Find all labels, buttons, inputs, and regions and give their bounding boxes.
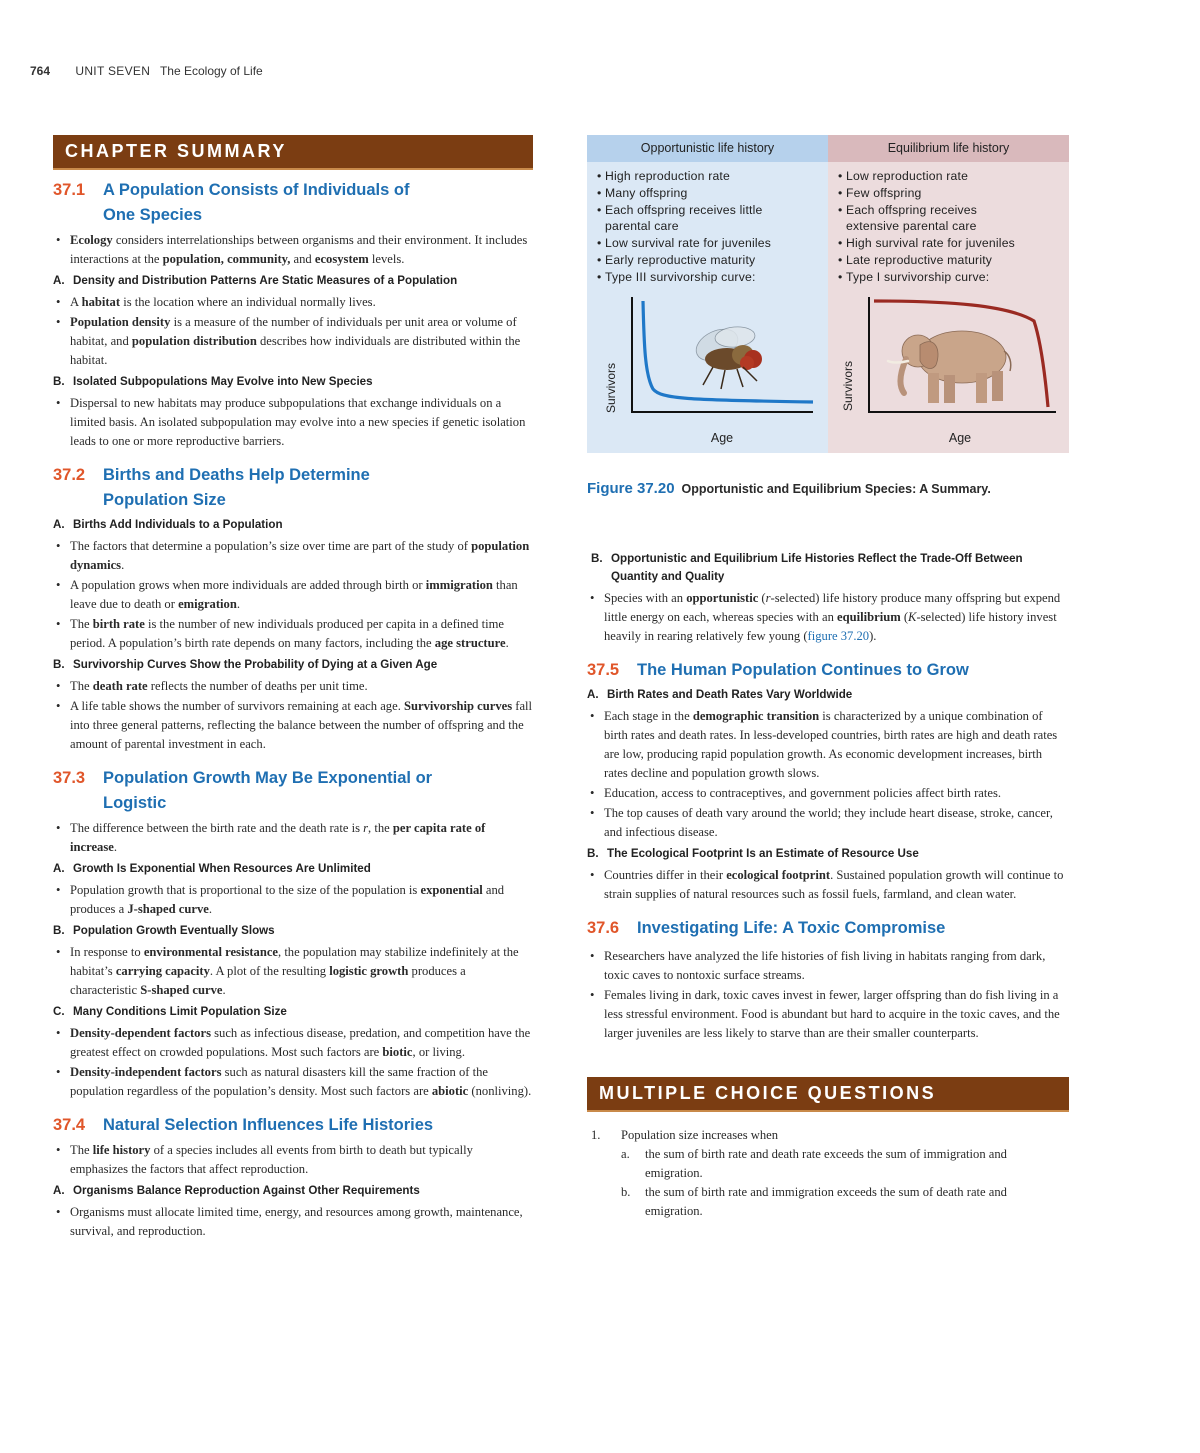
- subheading: B. Isolated Subpopulations May Evolve into New Species: [53, 375, 373, 388]
- section-title-37-3: 37.3 Population Growth May Be Exponential or Logistic: [53, 769, 433, 812]
- bullet-item: • Density-dependent factors such as infectious disease, predation, and competition have the greatest effect on crowded populations. Most such factors are biotic, or living.: [53, 1024, 533, 1062]
- list-item: • Each offspring receives little: [597, 202, 828, 219]
- section-title-37-5: 37.5 The Human Population Continues to Grow: [587, 661, 969, 679]
- subheading: A. Organisms Balance Reproduction Against Other Requirements: [53, 1184, 420, 1197]
- bullet-list: [53, 677, 533, 754]
- bullet-list: [53, 819, 533, 857]
- bullet-list: [53, 1203, 533, 1241]
- list-item: • High survival rate for juveniles: [838, 235, 1069, 252]
- subheading: B. Population Growth Eventually Slows: [53, 924, 275, 937]
- list-item: • Low survival rate for juveniles: [597, 235, 828, 252]
- bullet-list: [53, 943, 533, 1000]
- subheading: B. Opportunistic and Equilibrium Life Histories Reflect the Trade-Off Between Quantity and Quality: [591, 552, 1023, 583]
- bullet-item: • Ecology considers interrelationships between organisms and their environment. It includes interactions at the population, community, and ecosystem levels.: [53, 231, 533, 269]
- list-item: • Type III survivorship curve:: [597, 269, 828, 286]
- figure-37-20: [587, 135, 1069, 453]
- bullet-item: • Dispersal to new habitats may produce subpopulations that exchange individuals on a limited basis. An isolated subpopulation may evolve into a new species if genetic isolation leads to one or more reproductive barriers.: [53, 394, 533, 451]
- section-title-37-6: 37.6 Investigating Life: A Toxic Compromise: [587, 919, 946, 937]
- subheading: A. Growth Is Exponential When Resources Are Unlimited: [53, 862, 371, 875]
- equilibrium-panel: [828, 135, 1069, 453]
- bullet-item: • The top causes of death vary around the world; they include heart disease, stroke, cancer, and infectious disease.: [587, 804, 1069, 842]
- section-title-37-2: 37.2 Births and Deaths Help Determine Population Size: [53, 466, 370, 509]
- bullet-item: • A population grows when more individuals are added through birth or immigration than leave due to death or emigration.: [53, 576, 533, 614]
- bullet-item: • Population growth that is proportional to the size of the population is exponential and produces a J-shaped curve.: [53, 881, 533, 919]
- bullet-list: [587, 589, 1069, 646]
- right-column: [587, 135, 1069, 1221]
- bullet-list: [53, 881, 533, 919]
- left-column: [53, 135, 533, 1242]
- list-item: • Low reproduction rate: [838, 168, 1069, 185]
- fly-image: [691, 323, 762, 389]
- subheading: A. Birth Rates and Death Rates Vary Worldwide: [587, 688, 853, 701]
- bullet-item: • The birth rate is the number of new individuals produced per capita in a defined time period. A population’s birth rate depends on many factors, including the age structure.: [53, 615, 533, 653]
- opportunistic-panel: [587, 135, 828, 453]
- question-1: 1. Population size increases when: [591, 1128, 779, 1142]
- list-item: • Many offspring: [597, 185, 828, 202]
- bullet-item: • Organisms must allocate limited time, energy, and resources among growth, maintenance, survival, and reproduction.: [53, 1203, 533, 1241]
- x-axis-label: Age: [710, 431, 734, 445]
- bullet-list: [53, 231, 533, 269]
- figure-caption-text: Opportunistic and Equilibrium Species: A Summary.: [681, 482, 991, 496]
- subheading: B. Survivorship Curves Show the Probability of Dying at a Given Age: [53, 658, 438, 671]
- list-item: • Late reproductive maturity: [838, 252, 1069, 269]
- bullet-item: • In response to environmental resistance, the population may stabilize indefinitely at the habitat’s carrying capacity. A plot of the resulting logistic growth produces a characteristic S-shaped curve.: [53, 943, 533, 1000]
- section-title-37-1: 37.1 A Population Consists of Individuals of One Species: [53, 181, 410, 224]
- bullet-item: • A habitat is the location where an individual normally lives.: [53, 293, 533, 312]
- bullet-item: • The difference between the birth rate and the death rate is r, the per capita rate of increase.: [53, 819, 533, 857]
- bullet-list: [587, 707, 1069, 842]
- type-i-survivorship-graph: [828, 285, 1069, 453]
- page-number: 764: [30, 64, 51, 78]
- bullet-item: • The death rate reflects the number of deaths per unit time.: [53, 677, 533, 696]
- list-item: • Early reproductive maturity: [597, 252, 828, 269]
- list-item: • Each offspring receives: [838, 202, 1069, 219]
- bullet-item: • Population density is a measure of the number of individuals per unit area or volume of habitat, and population distribution describes how individuals are distributed within the habitat.: [53, 313, 533, 370]
- bullet-list: [53, 1024, 533, 1101]
- question-1-options: [621, 1145, 1069, 1221]
- bullet-item: • The factors that determine a population’s size over time are part of the study of population dynamics.: [53, 537, 533, 575]
- section-title-37-4: 37.4 Natural Selection Influences Life Histories: [53, 1116, 434, 1134]
- y-axis-label: Survivors: [841, 360, 855, 412]
- list-item: • Type I survivorship curve:: [838, 269, 1069, 286]
- unit-label: UNIT SEVEN: [75, 64, 151, 78]
- bullet-list: [53, 537, 533, 653]
- bullet-list: [587, 947, 1069, 1043]
- multiple-choice-banner: MULTIPLE CHOICE QUESTIONS: [587, 1077, 1069, 1112]
- book-title: The Ecology of Life: [159, 64, 263, 78]
- figure-caption: [587, 479, 1069, 499]
- x-axis-label: Age: [948, 431, 972, 445]
- opportunistic-title: Opportunistic life history: [587, 135, 828, 162]
- bullet-item: • Each stage in the demographic transition is characterized by a unique combination of birth rates and death rates. In less-developed countries, birth rates are high and death rates are low, producing rapid population growth. As economic development increases, birth rates decline and population growth slows.: [587, 707, 1069, 783]
- bullet-item: • Density-independent factors such as natural disasters kill the same fraction of the population regardless of the population’s density. Most such factors are abiotic (nonliving).: [53, 1063, 533, 1101]
- list-item: • High reproduction rate: [597, 168, 828, 185]
- bullet-list: [53, 1141, 533, 1179]
- list-item: • Few offspring: [838, 185, 1069, 202]
- page-header: [30, 64, 263, 78]
- subheading: A. Births Add Individuals to a Population: [53, 518, 283, 531]
- bullet-item: • Researchers have analyzed the life histories of fish living in habitats ranging from dark, toxic caves to nontoxic surface streams.: [587, 947, 1069, 985]
- equilibrium-title: Equilibrium life history: [828, 135, 1069, 162]
- subheading: B. The Ecological Footprint Is an Estimate of Resource Use: [587, 847, 919, 860]
- bullet-list: [53, 394, 533, 451]
- option-a[interactable]: a. the sum of birth rate and death rate exceeds the sum of immigration and emigration.: [621, 1147, 1007, 1180]
- bullet-list: [587, 866, 1069, 904]
- bullet-list: [53, 293, 533, 370]
- bullet-item: • Species with an opportunistic (r-selected) life history produce many offspring but expend little energy on each, whereas species with an equilibrium (K-selected) life history invest heavily in rearing relatively few young (figure 37.20).: [587, 589, 1069, 646]
- bullet-item: • Education, access to contraceptives, and government policies affect birth rates.: [587, 784, 1069, 803]
- subheading: A. Density and Distribution Patterns Are Static Measures of a Population: [53, 274, 458, 287]
- opportunistic-list: [597, 168, 828, 286]
- bullet-item: • The life history of a species includes all events from birth to death but typically emphasizes the factors that affect reproduction.: [53, 1141, 533, 1179]
- type-iii-survivorship-graph: [587, 285, 828, 453]
- option-b[interactable]: b. the sum of birth rate and immigration exceeds the sum of death rate and emigration.: [621, 1185, 1007, 1218]
- bullet-item: • Countries differ in their ecological footprint. Sustained population growth will continue to strain supplies of natural resources such as fossil fuels, farmland, and clean water.: [587, 866, 1069, 904]
- equilibrium-list: [838, 168, 1069, 286]
- figure-number: Figure 37.20: [587, 480, 675, 497]
- y-axis-label: Survivors: [604, 362, 618, 414]
- list-item: parental care: [605, 219, 679, 234]
- bullet-item: • A life table shows the number of survivors remaining at each age. Survivorship curves fall into three general patterns, reflecting the balance between the number of offspring and the amount of parental investment in each.: [53, 697, 533, 754]
- bullet-item: • Females living in dark, toxic caves invest in fewer, larger offspring than do fish living in a less stressful environment. Food is abundant but hard to acquire in the toxic caves, and the larger juveniles are less likely to starve than are their smaller counterparts.: [587, 986, 1069, 1043]
- list-item: extensive parental care: [846, 219, 977, 234]
- chapter-summary-banner: CHAPTER SUMMARY: [53, 135, 533, 170]
- figure-link[interactable]: figure 37.20: [807, 629, 870, 643]
- elephant-image: [888, 331, 1011, 403]
- subheading: C. Many Conditions Limit Population Size: [53, 1005, 287, 1018]
